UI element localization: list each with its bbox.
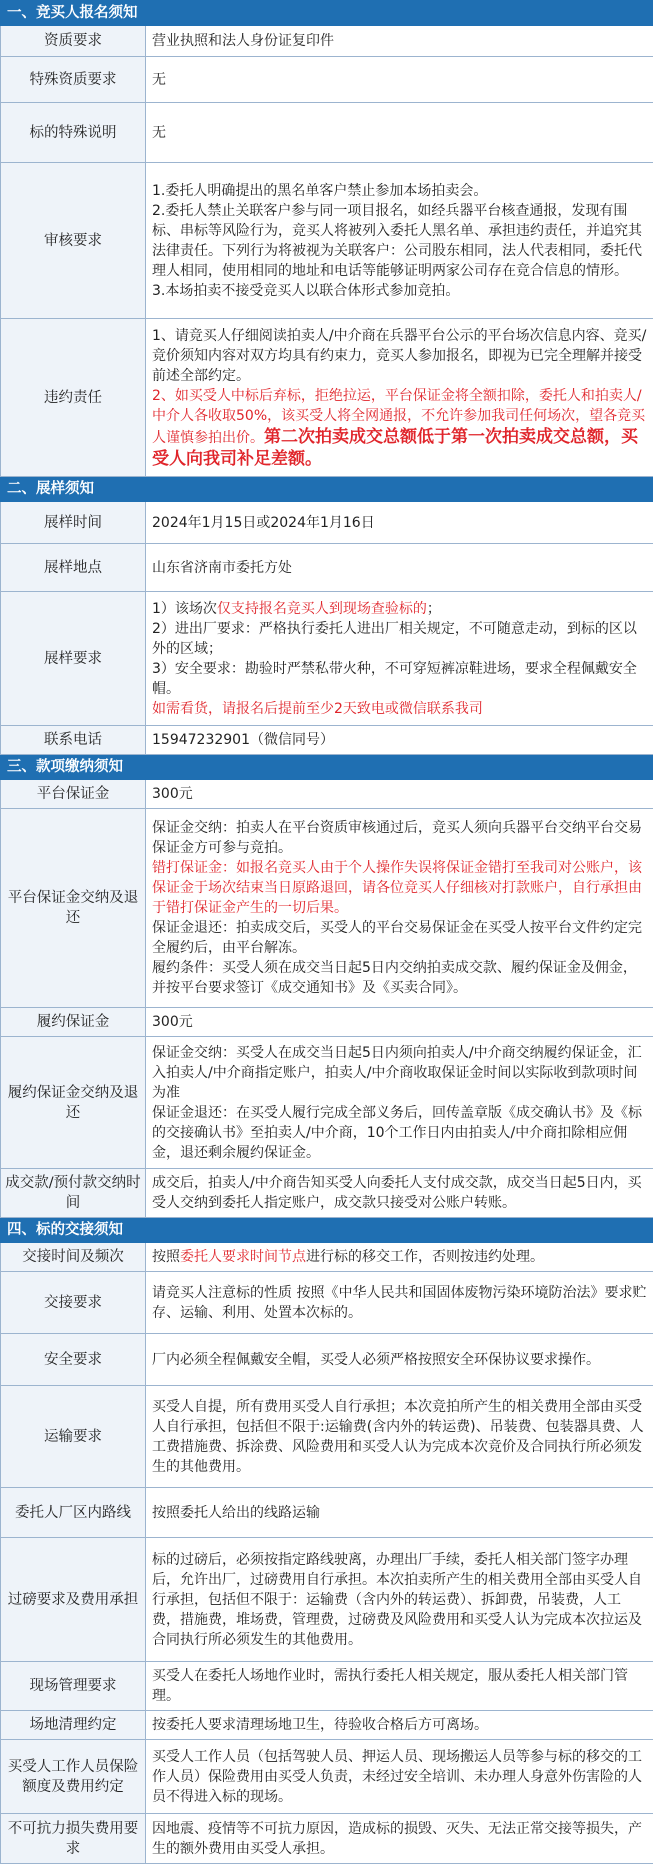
row-key: 展样地点 bbox=[1, 544, 146, 592]
audit-rule-3: 3.本场拍卖不接受竞买人以联合体形式参加竞拍。 bbox=[152, 281, 647, 301]
row-key: 展样时间 bbox=[1, 502, 146, 544]
row-key: 联系电话 bbox=[1, 726, 146, 755]
table-row bbox=[1, 1334, 653, 1386]
row-value: 成交后，拍卖人/中介商告知买受人向委托人支付成交款，成交当日起5日内，买受人交纳到委托人指定账户，成交款只接受对公账户转账。 bbox=[146, 1169, 653, 1218]
table-row bbox=[1, 26, 653, 57]
viewing-highlight: 仅支持报名竞买人到现场查验标的 bbox=[217, 601, 427, 617]
row-key: 买受人工作人员保险额度及费用约定 bbox=[1, 1740, 146, 1814]
section-title-handover: 四、标的交接须知 bbox=[1, 1218, 653, 1243]
wrong-deposit: 错打保证金：如报名竞买人由于个人操作失误将保证金错打至我司对公账户，该保证金于场次结束当日原路退回，请各位竞买人仔细核对打款账户，自行承担由于错打保证金产生的一切后果。 bbox=[152, 858, 647, 918]
row-key: 不可抗力损失费用要求 bbox=[1, 1814, 146, 1864]
row-value: 营业执照和法人身份证复印件 bbox=[146, 26, 653, 57]
section-title-bidder-registration: 一、竞买人报名须知 bbox=[1, 1, 653, 26]
row-key: 交接要求 bbox=[1, 1272, 146, 1334]
row-value bbox=[146, 163, 653, 319]
row-key: 履约保证金交纳及退还 bbox=[1, 1037, 146, 1169]
row-value: 按照委托人要求时间节点进行标的移交工作，否则按违约处理。 bbox=[146, 1243, 653, 1272]
section-header-row bbox=[1, 477, 653, 502]
performance-deposit-payment: 保证金交纳：买受人在成交当日起5日内须向拍卖人/中介商交纳履约保证金，汇入拍卖人/中介商指定账户，拍卖人/中介商收取保证金时间以实际收到款项时间为准 bbox=[152, 1043, 647, 1103]
section-title-viewing: 二、展样须知 bbox=[1, 477, 653, 502]
row-value bbox=[146, 592, 653, 726]
section-title-payment: 三、款项缴纳须知 bbox=[1, 755, 653, 780]
row-value: 买受人工作人员（包括驾驶人员、押运人员、现场搬运人员等参与标的移交的工作人员）保险费用由买受人负责，未经过安全培训、未办理人身意外伤害险的人员不得进入标的现场。 bbox=[146, 1740, 653, 1814]
table-row bbox=[1, 1008, 653, 1037]
breach-clause-1: 1、请竞买人仔细阅读拍卖人/中介商在兵器平台公示的平台场次信息内容、竞买/竞价须知内容对双方均具有约束力，竞买人参加报名，即视为已完全理解并接受前述全部约定。 bbox=[152, 326, 647, 386]
row-value: 无 bbox=[146, 103, 653, 163]
row-key: 成交款/预付款交纳时间 bbox=[1, 1169, 146, 1218]
contact-phone: 15947232901（微信同号） bbox=[146, 726, 653, 755]
table-row bbox=[1, 1386, 653, 1488]
row-value: 厂内必须全程佩戴安全帽，买受人必须严格按照安全环保协议要求操作。 bbox=[146, 1334, 653, 1386]
table-row bbox=[1, 1037, 653, 1169]
row-value: 因地震、疫情等不可抗力原因，造成标的损毁、灭失、无法正常交接等损失，产生的额外费用由买受人承担。 bbox=[146, 1814, 653, 1864]
viewing-contact-note: 如需看货，请报名后提前至少2天致电或微信联系我司 bbox=[152, 699, 647, 719]
row-value: 无 bbox=[146, 57, 653, 103]
row-value: 山东省济南市委托方处 bbox=[146, 544, 653, 592]
table-row bbox=[1, 1814, 653, 1864]
performance-deposit-refund: 保证金退还：在买受人履行完成全部义务后，回传盖章版《成交确认书》及《标的交接确认书》至拍卖人/中介商，10个工作日内由拍卖人/中介商扣除相应佣金，退还剩余履约保证金。 bbox=[152, 1103, 647, 1163]
table-row bbox=[1, 1243, 653, 1272]
table-row bbox=[1, 1538, 653, 1662]
table-row bbox=[1, 103, 653, 163]
row-key: 资质要求 bbox=[1, 26, 146, 57]
row-value: 300元 bbox=[146, 1008, 653, 1037]
row-key: 过磅要求及费用承担 bbox=[1, 1538, 146, 1662]
row-value: 按委托人要求清理场地卫生，待验收合格后方可离场。 bbox=[146, 1711, 653, 1740]
table-row bbox=[1, 809, 653, 1008]
table-row bbox=[1, 1740, 653, 1814]
row-key: 交接时间及频次 bbox=[1, 1243, 146, 1272]
section-header-row bbox=[1, 1, 653, 26]
row-value bbox=[146, 1037, 653, 1169]
table-row bbox=[1, 1711, 653, 1740]
audit-rule-2: 2.委托人禁止关联客户参与同一项目报名，如经兵器平台核查通报，发现有围标、串标等风险行为，竞买人将被列入委托人黑名单、承担违约责任，并追究其法律责任。下列行为将被视为关联客户：公司股东相同，法人代表相同，委托代理人相同，使用相同的地址和电话等能够证明两家公司存在竞合信息的情形。 bbox=[152, 201, 647, 281]
row-value: 请竞买人注意标的性质 按照《中华人民共和国固体废物污染环境防治法》要求贮存、运输、利用、处置本次标的。 bbox=[146, 1272, 653, 1334]
table-row bbox=[1, 319, 653, 477]
row-value: 买受人自提，所有费用买受人自行承担；本次竞拍所产生的相关费用全部由买受人自行承担，包括但不限于:运输费(含内外的转运费)、吊装费、包装器具费、人工费措施费、拆涂费、风险费用和买受人认为完成本次竞价及合同执行所必须发生的其他费用。 bbox=[146, 1386, 653, 1488]
row-value: 按照委托人给出的线路运输 bbox=[146, 1488, 653, 1538]
row-value: 2024年1月15日或2024年1月16日 bbox=[146, 502, 653, 544]
viewing-rule-2: 2）进出厂要求：严格执行委托人进出厂相关规定，不可随意走动，到标的区以外的区域； bbox=[152, 619, 647, 659]
row-key: 标的特殊说明 bbox=[1, 103, 146, 163]
table-row bbox=[1, 1169, 653, 1218]
table-row bbox=[1, 726, 653, 755]
table-row bbox=[1, 780, 653, 809]
deposit-refund: 保证金退还：拍卖成交后，买受人的平台交易保证金在买受人按平台文件约定完全履约后，由平台解冻。 bbox=[152, 918, 647, 958]
viewing-rule-1: 1）该场次仅支持报名竞买人到现场查验标的； bbox=[152, 599, 647, 619]
performance-condition: 履约条件：买受人须在成交当日起5日内交纳拍卖成交款、履约保证金及佣金，并按平台要求签订《成交通知书》及《买卖合同》。 bbox=[152, 958, 647, 998]
table-row bbox=[1, 1662, 653, 1711]
breach-clause-3: 第二次拍卖成交总额低于第一次拍卖成交总额，买受人向我司补足差额。 bbox=[152, 427, 638, 469]
table-row bbox=[1, 502, 653, 544]
row-key: 场地清理约定 bbox=[1, 1711, 146, 1740]
row-key: 平台保证金 bbox=[1, 780, 146, 809]
row-key: 运输要求 bbox=[1, 1386, 146, 1488]
table-row bbox=[1, 1272, 653, 1334]
row-key: 履约保证金 bbox=[1, 1008, 146, 1037]
row-key: 平台保证金交纳及退还 bbox=[1, 809, 146, 1008]
table-row bbox=[1, 57, 653, 103]
row-value: 买受人在委托人场地作业时，需执行委托人相关规定，服从委托人相关部门管理。 bbox=[146, 1662, 653, 1711]
handover-time-highlight: 委托人要求时间节点 bbox=[180, 1249, 306, 1265]
viewing-rule-3: 3）安全要求：勘验时严禁私带火种，不可穿短裤凉鞋进场，要求全程佩戴安全帽。 bbox=[152, 659, 647, 699]
row-key: 委托人厂区内路线 bbox=[1, 1488, 146, 1538]
row-value bbox=[146, 809, 653, 1008]
row-key: 违约责任 bbox=[1, 319, 146, 477]
row-value bbox=[146, 319, 653, 477]
table-row bbox=[1, 544, 653, 592]
row-key: 审核要求 bbox=[1, 163, 146, 319]
breach-clause-2: 2、如买受人中标后弃标，拒绝拉运，平台保证金将全额扣除，委托人和拍卖人/中介人各收取50%，该买受人将全网通报，不允许参加我司任何场次，望各竞买人谨慎参拍出价。 bbox=[152, 388, 645, 446]
table-row bbox=[1, 592, 653, 726]
row-key: 展样要求 bbox=[1, 592, 146, 726]
row-value: 标的过磅后，必须按指定路线驶离，办理出厂手续，委托人相关部门签字办理后，允许出厂，过磅费用自行承担。本次拍卖所产生的相关费用全部由买受人自行承担，包括但不限于：运输费（含内外的转运费）、拆卸费，吊装费，人工费，措施费，堆场费，管理费，过磅费及风险费用和买受人认为完成本次拉运及合同执行所必须发生的其他费用。 bbox=[146, 1538, 653, 1662]
audit-rule-1: 1.委托人明确提出的黑名单客户禁止参加本场拍卖会。 bbox=[152, 181, 647, 201]
deposit-payment: 保证金交纳：拍卖人在平台资质审核通过后，竞买人须向兵器平台交纳平台交易保证金方可参与竞拍。 bbox=[152, 818, 647, 858]
row-value: 300元 bbox=[146, 780, 653, 809]
row-key: 安全要求 bbox=[1, 1334, 146, 1386]
section-header-row bbox=[1, 755, 653, 780]
table-row bbox=[1, 1488, 653, 1538]
table-row bbox=[1, 163, 653, 319]
section-header-row bbox=[1, 1218, 653, 1243]
row-key: 特殊资质要求 bbox=[1, 57, 146, 103]
row-key: 现场管理要求 bbox=[1, 1662, 146, 1711]
